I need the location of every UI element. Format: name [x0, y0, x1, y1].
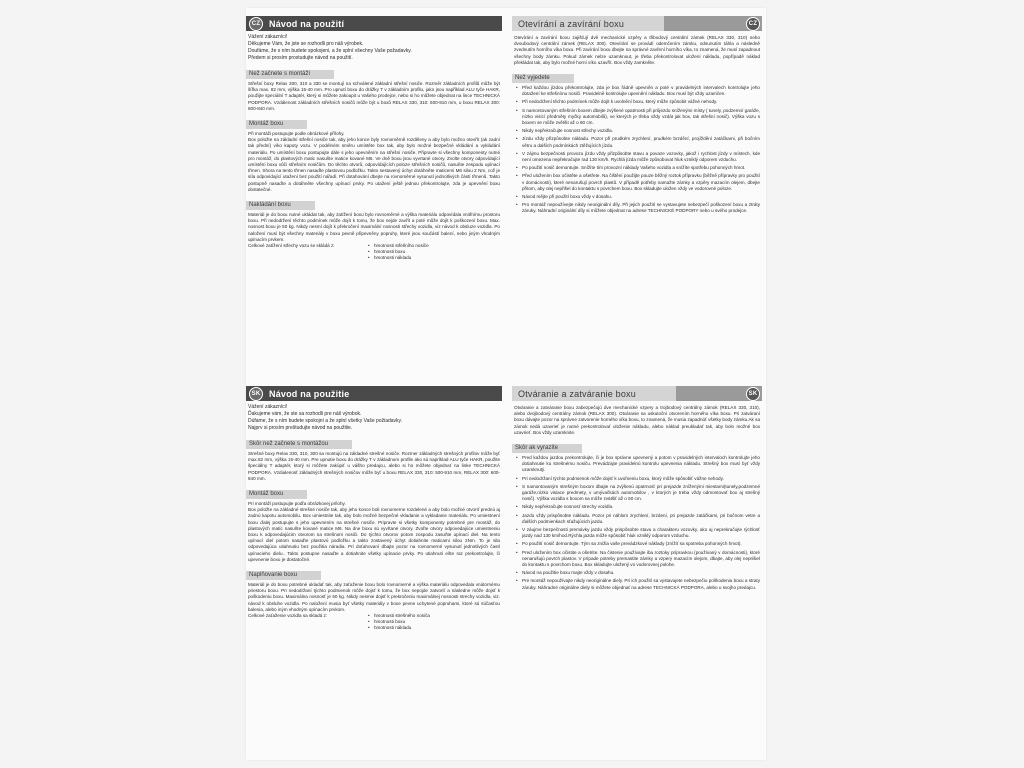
- cz-language-badge: CZ: [249, 17, 263, 31]
- cz-section-heading: Nakládání boxu: [246, 201, 315, 210]
- sk-title-bar: [246, 386, 502, 401]
- sk-section-heading: Skôr než začnete s montážou: [246, 440, 352, 449]
- cz-bullet: • V zájmu bezpečnosti provozu jízdu vždy přizpůsobte stavu a povaze vozovky, jakož i rychlost jízdy v místech, kde není omezena nepřekračujte rad 130 km/h. Rychlá jízda může způsobovat hluk vzniklý odporem vzduchu.: [512, 151, 762, 163]
- sk-left-column: [246, 386, 502, 756]
- sk-title: Návod na použitie: [269, 388, 350, 399]
- sk-load-item: • hmotnosti nákladu: [368, 625, 430, 631]
- sk-intro: [246, 401, 502, 432]
- cz-load-item: • hmotnosti nákladu: [368, 255, 429, 261]
- sk-bullet: • Pri nedodržaní týchto podmienok môže dojsť k uvoľneniu boxu, ktorý môže spôsobiť vážne nehody.: [512, 476, 762, 482]
- sk-paragraph: Pri montáži postupujte podľa obrázkovej prílohy.: [248, 501, 346, 507]
- cz-section-heading: Než vyjedete: [512, 74, 574, 83]
- cz-paragraph: Materiál je do boxu nutné ukládat tak, aby zatížení boxu bylo rovnoměrné a výška materiálu odpovídala vnitřnímu prostoru boxu. Při nedodržení těchto podmínek může dojít k tomu, že box nejde zavřít a poté může dojít k poškození boxu. Max. nosnost boxu je 50 kg. Nikdy nesmí dojít k překročení maximální nosnosti střechy vozidla, viz návod k obsluze vozidla. Po naložení musí být všechny materiály v boxu pevně připevněny popruhy, které jsou součástí balení, nebo jiným vhodným upínacím prvkem.: [248, 212, 500, 242]
- cz-title-bar: [246, 16, 502, 31]
- sk-intro-line: Ďakujeme vám, že ste sa rozhodli pre náš výrobok.: [248, 411, 362, 417]
- cz-bullet: • Nikdy nepřekračujte nosnost střechy vozidla.: [512, 128, 762, 134]
- cz-intro-line: Vážení zákazníci!: [248, 34, 288, 40]
- cz-bullet: • Po použití nosič demontujte. Snížíte tím provozní náklady Vašeho vozidla a snížíte spotřebu pohonných hmot.: [512, 165, 762, 171]
- sk-paragraph: Otváranie a zatváranie boxu zabezpečujú dve mechanické vzpery a trojbodový centrálny zámok (RELAX 330, 310), alebo dvojbodový centrálny zámok (RELAX 300). Otváranie sa uskutoční otvorením horného víka boxu. Pri zatváraní boxu dávajte pozor na správne zatvorenie horného víka boxu, to znamená, že musia zapadnúť všetky body zámku.Ak sa zámok nedá uzavrieť je nutné prekontrolovať uloženie nákladu, alebo náklad preukladať tak, aby bolo možné box uzavrieť. Box vždy uzamknite.: [514, 405, 760, 435]
- sk-bullet: • Návod na použitie boxu majte vždy v dosahu.: [512, 570, 762, 576]
- sk-bullet: • Jazdu vždy prispôsobte nákladu. Pozor pri náhlom zrychlení, brzdení, pri prejazde zatáčkami, pri bočnom vetre a ďalších podmienkach sťažujúcich jazdu.: [512, 513, 762, 525]
- cz-load-item: • hmotnosti střešního nosiče: [368, 243, 429, 249]
- cz-paragraph: Box položte na základní střešní nosiče tak, aby jeho konce byly rovnoměrně rozděleny a aby bylo možno otevřít (ak zadní tak přední) víko kapoty vozu. V podélném směru umístěte box tak, aby bylo možné bezpečné vkládání a vykládání materiálu. Po umístění boxu postupujte dále s jeho upevněním na střešní nosiče. Připravte si všechny komponenty nutné pro montáž, do plastových matic nasuňte matice kované M6. Ve dně boxu jsou vyvrtané otvory. Zvolte otvory odpovídající umístění boxu vůči střešním nosičům. Do těchto otvorů, odpovídajících poloze střešních nosičů, nasuňte zespodu upínací třmen. Shora na tento třmen nasaďte plastovou podložku. Takto sestavený úchyt dotáhněte maticemi M6 silou 2 Nm, což je síla odpovídající utažení bez použití nářadí. Při dotahování dbejte na rovnoměrné vysunutí jednotlivých částí třmenů. Takto postupně nasaďte a dotáhněte všechny upínací prvky. Po utažení ještě jednou překontrolujte, zda je upevnění boxu dostatečné.: [248, 137, 500, 192]
- sk-load-item: • hmotnosti boxu: [368, 619, 430, 625]
- sk-language-badge: SK: [746, 387, 760, 401]
- sk-right-title: Otváranie a zatváranie boxu: [512, 386, 676, 401]
- sk-section-heading: Skôr ak vyrazíte: [512, 444, 582, 453]
- sk-intro-line: Dúfame, že s ním budete spokojní a že splní všetky Vaše požiadavky.: [248, 418, 403, 424]
- cz-section-heading: Montáž boxu: [246, 120, 307, 129]
- cz-load-list: [246, 243, 502, 262]
- cz-section-heading: Než začnete s montáží: [246, 70, 334, 79]
- sk-language-badge: SK: [249, 387, 263, 401]
- sk-intro-line: Najprv si prosím preštudujte návod na použitie.: [248, 425, 353, 431]
- sk-bullet: • Nikdy nepřekračujte nosnosť strechy vozidla.: [512, 504, 762, 510]
- cz-bullet: • Před každou jízdou překontrolujte, zda je box řádně upevněn a poté v pravidelných intervalech kontrolujte jeho dotažení ke střešnímu nosiči. Pravidelně kontrolujte upevnění nákladu. Box musí být vždy uzamčen.: [512, 85, 762, 97]
- cz-bullet: • Před uložením box očistěte a ošetřete. Na čištění použijte pouze běžný roztok přípravku (běžně přípravky pro použití v domácnosti), které nenarušují povrch plastů. V případě potřeby namažte zámky a vzpěry mazacím olejem, dbejte přitom, aby olej nepřišel do kontaktu s povrchem boxu. Box skladujte uložen vždy ve vodorovné poloze.: [512, 173, 762, 192]
- cz-paragraph: Otevírání a zavírání boxu zajišťují dvě mechanické vzpěry a třibodový centrální zámek (RELAX 330, 310) nebo dvoubodový centrální zámek (RELAX 300). Otevírání se provádí odemčením zámku, odsunutím táhla a následně zvednutím horního víka boxu. Při zavírání boxu dbejte na správné zavření horního víka, to znamená, že musí zapadnout všechny body zámku. Pokud zámek nelze uzamknout, je třeba překontrolovat uložení nákladu, popřípadě náklad překládat tak, aby bylo možné horní víko uzavřít. Box vždy zamkněte.: [514, 35, 760, 65]
- sk-load-list: [246, 613, 502, 632]
- sk-bullet: • Po použití nosič demontujte. Tým sa znižia vaše prevádzkové náklady (znížiť sa spotreba pohonných hmot).: [512, 541, 762, 547]
- cz-bullet: • S namontovaným střešním boxem dbejte zvýšené opatrnosti při průjezdu sníženými místy ( tunely, podzemní garáže, nízko visící předměty myčky automobilů), ve kterých je třeba vždy vzdát jak box, tak střešní nosič). Výška vozu s boxem se může zvětšit až o 60 cm.: [512, 108, 762, 127]
- sk-intro-line: Vážení zákazníci!: [248, 404, 288, 410]
- cz-right-title: Otevírání a zavírání boxu: [512, 16, 664, 31]
- cz-load-label: Celkové zatížení střechy vozu se skládá z:: [248, 243, 335, 249]
- sk-bullet: • V záujme bezpečnosti premávky jazdu vždy prispôsobte stavu a charakteru vozovky, ako aj neprekračujte rýchlosť jazdy nad 130 km/hod.Rýchla jazda môže spôsobiť hluk vzniklý odporom vzduchu.: [512, 527, 762, 539]
- cz-right-title-bar: [512, 16, 762, 31]
- cz-paragraph: Střešní boxy Relax 300, 310 a 330 se montují na schválené základní střešní nosiče. Rozměr základních profilů může být šířka max. 82 mm, výška 15-40 mm. Pro upnutí boxu do drážky T v základním profilu, jako jsou například ALU tyče HAKR, použijte speciální T adaptér, který si můžete zakoupit u Vašeho prodejce, nebo si ho můžete objednat na lince TECHNICKÁ PODPORA. Vzdálenost základních střešních nosičů může být u boxů RELAX 330, 310: 500-910 mm, u boxu RELAX 300: 600-840 mm.: [248, 81, 500, 111]
- sk-bullet: • S namontovaným strešným boxom dbajte na zvýšenú opatrnosť pri prejazde zníženými miestami(tunely,podzemné garáže,nízko visiace predmety, v umývačkách automobilov , v ktorých je treba vždy odmontovať box aj strešný nosič). Výška vozidla s boxom sa môže zvätšiť až o 60 cm.: [512, 484, 762, 503]
- sk-load-label: Celkové zaťaženie vozidla sa skladá z:: [248, 613, 328, 619]
- sk-load-item: • hmotnosti strešného nosiča: [368, 613, 430, 619]
- sk-right-column: [512, 386, 762, 756]
- sk-right-title-bar: [512, 386, 762, 401]
- cz-left-column: [246, 16, 502, 361]
- sk-paragraph: Strešné boxy Relax 330, 310, 300 sa montujú na základné strešné nosiče. Rozmer základných strešných profilov môže byť max.82 mm, výška 15-40 mm. Pre upnutie boxu do drážky T v základnom profile ako sú napríklad ALU tyče HAKR, použite špeciálny T adaptér, ktorý si môžete zakúpiť u vášho predajcu, alebo si ho môžete objednať na linke TECHNICKÁ PODPORA. Vzdialenosť základných strešných nosičov môže byť u boxu RELAX 330, 310: 500-910 mm, RELAX 300: 600-840 mm.: [248, 451, 500, 481]
- cz-bullet: • Při nedodržení těchto podmínek může dojít k uvolnění boxu, který může způsobit vážné nehody.: [512, 99, 762, 105]
- sk-bullet: • Pre montáž nepoužívajte nikdy neoriginálne diely. Pri ich použití sa vystavujete nebezpečiu poškodenia boxu a straty záruky. Náhradné originálne diely si môžete objednať na adrese TECHNICKÁ PODPORA, alebo u svojho predajcu.: [512, 578, 762, 590]
- cz-right-column: [512, 16, 762, 361]
- sk-bullet: • Pred uložením box očistite a ošetrite. Na čistenie používajte iba roztoky prípravkou (používaný v domácnosti), ktoré nenarušujú povrch plastov. V prípade potreby premastite zámky a vzpery mazacím olejom, dbajte, aby olej neprišiel do kontaktu s povrchom boxu. Box skladujte uložený vo vodorovnej polohe.: [512, 550, 762, 569]
- cz-intro: [246, 31, 502, 62]
- cz-title: Návod na použití: [269, 18, 345, 29]
- cz-load-item: • hmotnosti boxu: [368, 249, 429, 255]
- sk-section-heading: Naplňovanie boxu: [246, 571, 321, 580]
- cz-bullet: • Jízdu vždy přizpůsobte nákladu. Pozor při prudkém zrychlení, prudkém brzdění, projíždění zatáčkami, při bočním větru a dalších podmínkách ztěžujících jízdu.: [512, 136, 762, 148]
- cz-intro-line: Doufáme, že s ním budete spokojeni, a že splní všechny Vaše požadavky.: [248, 48, 412, 54]
- cz-language-badge: CZ: [746, 17, 760, 31]
- cz-section: [246, 16, 766, 361]
- cz-paragraph: Při montáži postupujte podle obrázkové přílohy.: [248, 131, 345, 137]
- sk-bullet: • Pred každou jazdou prekontrolujte, či je box správne upevnený a potom v pravidelných intervaloch kontrolujte jeho dotiahnutie ku strešnému nosiču. Prevádzajte pravidelnú kontrolu upevnenia nákladu. Strešný box musí byť vždy uzamknutý.: [512, 455, 762, 474]
- sk-section-heading: Montáž boxu: [246, 490, 307, 499]
- cz-intro-line: Předem si prosím prostudujte návod na použití.: [248, 55, 353, 61]
- document-page: [246, 8, 766, 760]
- cz-bullet: • Pro montáž nepoužívejte nikdy neoriginální díly. Při jejich použití se vystavujete nebezpečí poškození boxu a ztráty záruky. Náhradní originální díly si můžete objednat na adrese TECHNICKÉ PODPORY nebo u svého prodejce.: [512, 202, 762, 214]
- sk-paragraph: Box položte na základné strešné nosiče tak, aby jeho konce boli rovnomerne rozdelené a aby bolo možné otvoriť prednú aj zadnú kapotu automobilu. Box umiestnite tak, aby bolo možné bezpečné vkladanie a vykladanie materiálu. Po umiestnení boxu ďalej postupujte s jeho upevnením na strešné nosiče. Pripravte si všetky komponenty potrebné pre montáž, do plastových matíc nasuňte kované matice M6. Na dne boxu sú vyvŕtané otvory. Zvoľte otvory odpovedajúce umiestneniu boxu k odpovedajúcim otvorom na strešnom nosiči. Do týchto otvorov potom zospodu zasuňte upínací diel. Na tento upínací diel potom nasaďte plastovú podložku a takto zostavený úchyt dotiahnite maticami silou 2Nm. To je sila odpovedajúca utiahnutiu bez použitia náradia. Pri doťahovaní dbajte pozor na rovnomerné vysunutí jednotlivých častí upínacieho dielu.. Takto postupne nasaďte a dotiahnite všetky upínacie prvky. Po utiahnutí ešte raz prekontrolujte, či upevnenie boxu je dostatočné.: [248, 507, 500, 562]
- cz-intro-line: Děkujeme Vám, že jste se rozhodli pro náš výrobek.: [248, 41, 364, 47]
- sk-section: [246, 386, 766, 756]
- cz-bullet: • Návod mějte při použití boxu vždy v dosahu.: [512, 194, 762, 200]
- sk-paragraph: Materiál je do boxu potrebné ukladať tak, aby zaťaženie boxu bolo rovnomerné a výška materiálu odpovedala vnútornému priestoru boxu. Pri nedodržaní týchto podmienok môže dojsť k tomu, že box nepojde zatvoriť a následne môže dojsť k poškodeniu boxu. Maximálna nosnosť je 50 kg. Nikdy nesmie dojsť k prekročeniu maximálnej nosnosti strechy vozidla, viz. návod k obsluhe vozidla. Po naložení musia byť všetky materiály v boxe pevne uchytené popruhami, ktoré sú súčasťou balenia, alebo iným vhodným upínacím prvkom.: [248, 582, 500, 612]
